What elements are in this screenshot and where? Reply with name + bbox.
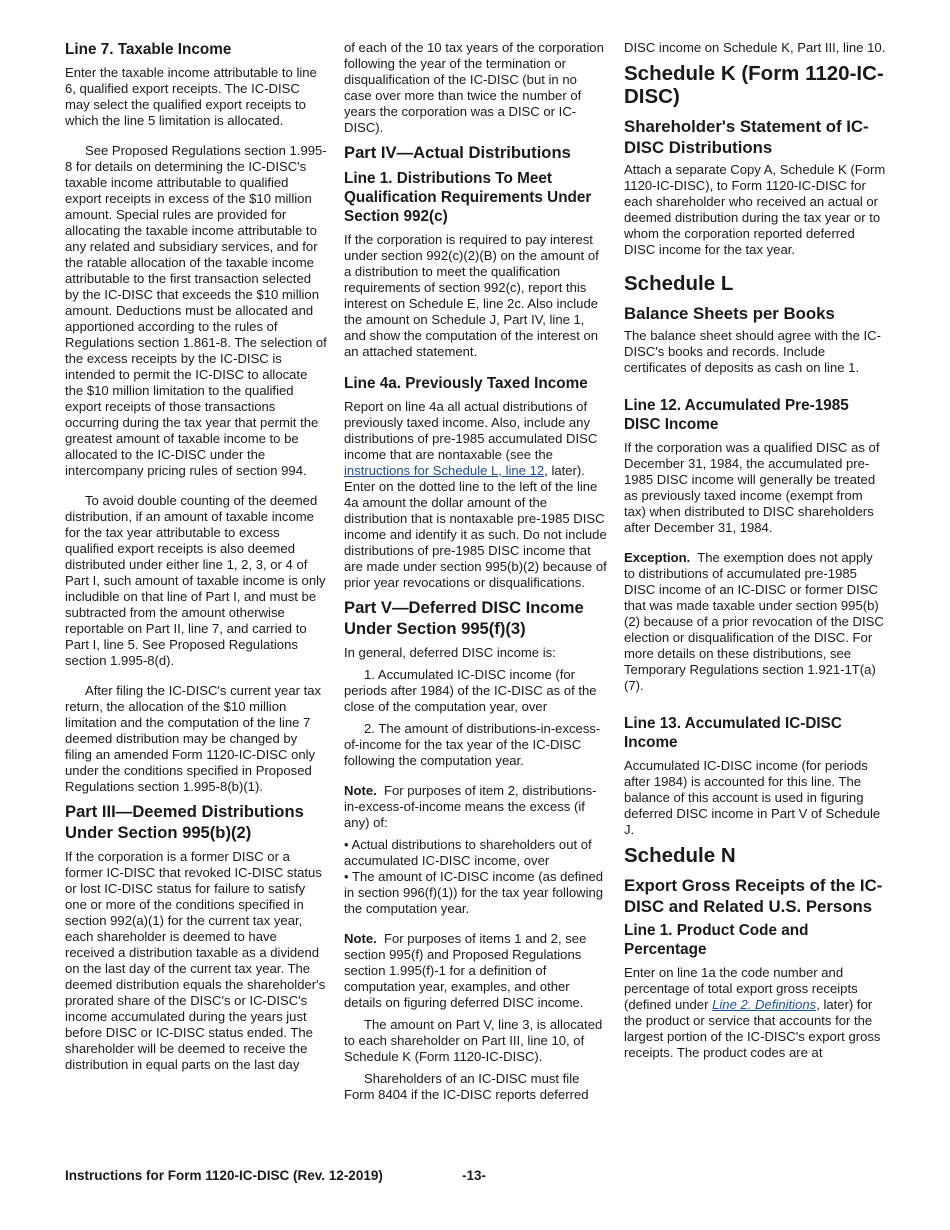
footer-form-title: Instructions for Form 1120-IC-DISC (Rev. 12-2019) [65,1168,383,1183]
part5-heading: Part V—Deferred DISC Income Under Section 995(f)(3) [344,598,584,638]
schedule-k-heading: Schedule K (Form 1120-IC-DISC) [624,62,884,108]
schedule-l-line12-link[interactable]: instructions for Schedule L, line 12 [344,463,545,478]
exception-paragraph: Exception. The exemption does not apply to distributions of accumulated pre-1985 DISC income of an IC-DISC or former DISC that was made taxable under section 995(b)(2) because of a prior revocation of the DISC election or disqualification of the DISC. For more details on these distributions, see Temporary Regulations section 1.921-1T(a)(7). [624,550,884,693]
schedule-l-heading: Schedule L [624,272,734,295]
line12-heading: Line 12. Accumulated Pre-1985 DISC Income [624,397,849,433]
line4a-heading: Line 4a. Previously Taxed Income [344,375,588,392]
schedule-l-subheading: Balance Sheets per Books [624,304,835,323]
schedule-n-line1-heading: Line 1. Product Code and Percentage [624,922,809,958]
schedule-k-paragraph: Attach a separate Copy A, Schedule K (Form 1120-IC-DISC), to Form 1120-IC-DISC for each shareholder who received an actual or deemed distribution during the tax year or to whom the corporation reported deferred DISC income for the tax year. [624,162,886,257]
line13-paragraph: Accumulated IC-DISC income (for periods after 1984) is accounted for this line. The balance of this account is used in figuring deferred DISC income in Part V of Schedule J. [624,758,881,837]
part3-paragraph-1: If the corporation is a former DISC or a former IC-DISC that revoked IC-DISC status or lost IC-DISC status for failure to satisfy one or more of the conditions specified in section 992(a)(1) for the current tax year, each shareholder is deemed to have received a distribution taxable as a dividend on the last day of the current tax year. The deemed distribution equals the shareholder's prorated share of the DISC's or IC-DISC's income accumulated during the years just before DISC or IC-DISC status ended. The shareholder will be deemed to receive the distribution in equal parts on the last day [65,849,326,1072]
line13-heading: Line 13. Accumulated IC-DISC Income [624,715,842,751]
schedule-n-paragraph: Enter on line 1a the code number and percentage of total export gross receipts (defined under Line 2. Definitions, later) for the product or service that accounts for the largest portion of the IC-DISC's export gross receipts. The product codes are at [624,965,881,1060]
part3-heading: Part III—Deemed Distributions Under Section 995(b)(2) [65,802,304,842]
part5-paragraph-4: Shareholders of an IC-DISC must file Form 8404 if the IC-DISC reports deferred [344,1071,589,1102]
part5-item-2: 2. The amount of distributions-in-excess-of-income for the tax year of the IC-DISC following the computation year. [344,721,601,768]
schedule-n-heading: Schedule N [624,844,736,867]
part4-heading: Part IV—Actual Distributions [344,143,571,162]
note-2: Note. For purposes of items 1 and 2, see section 995(f) and Proposed Regulations section 1.995(f)-1 for a definition of computation year, examples, and other details on figuring deferred DISC income. [344,931,587,1010]
note-1: Note. For purposes of item 2, distributions-in-excess-of-income means the excess (if any) of: [344,783,597,830]
schedule-k-subheading: Shareholder's Statement of IC-DISC Distributions [624,117,869,157]
part5-intro: In general, deferred DISC income is: [344,645,556,660]
schedule-l-paragraph: The balance sheet should agree with the IC-DISC's books and records. Include certificates of deposits as cash on line 1. [624,328,881,375]
column-middle [344,40,608,1117]
line7-paragraph-2: See Proposed Regulations section 1.995-8 for details on determining the IC-DISC's taxable income attributable to qualified export receipts in excess of the $10 million amount. Special rules are provided for allocating the taxable income attributable to any related and subsidiary services, and for the ratable allocation of the taxable income attributable to the first transaction selected by the IC-DISC that exceeds the $10 million amount. Deductions must be allocated and apportioned according to the rules of Regulations section 1.861-8. The selection of the excess receipts by the IC-DISC is intended to permit the IC-DISC to allocate the $10 million limitation to the qualified export receipts of those transactions occurring during the tax year that permit the greatest amount of taxable income to be allocated to the IC-DISC under the intercompany pricing rules of section 994. [65,143,327,478]
line7-paragraph-3: To avoid double counting of the deemed distribution, if an amount of taxable income for the tax year attributable to excess qualified export receipts is also deemed distributed under either line 1, 2, 3, or 4 of Part I, such amount of taxable income is only includible on that line of Part I, and must be subtracted from the amount otherwise reportable on Part II, line 7, and carried to Part I, line 5. See Proposed Regulations section 1.995-8(d). [65,493,326,668]
line7-paragraph-1: Enter the taxable income attributable to line 6, qualified export receipts. The IC-DISC may select the qualified export receipts to which the line 5 limitation is allocated. [65,65,317,128]
column-right [624,40,886,1075]
line2-definitions-link[interactable]: Line 2. Definitions [712,997,817,1012]
line7-paragraph-4: After filing the IC-DISC's current year tax return, the allocation of the $10 million limitation and the computation of the line 7 deemed distribution may be changed by filing an amended Form 1120-IC-DISC only under the conditions specified in Proposed Regulations section 1.995-8(b)(1). [65,683,322,794]
footer-page-number: -13- [462,1168,487,1183]
part5-continued: DISC income on Schedule K, Part III, line 10. [624,40,886,55]
line1-heading: Line 1. Distributions To Meet Qualification Requirements Under Section 992(c) [344,170,592,225]
line4a-paragraph: Report on line 4a all actual distributions of previously taxed income. Also, include any distributions of pre-1985 accumulated DISC income that are nontaxable (see the instructions for Schedule L, line 12, later). Enter on the dotted line to the left of the line 4a amount the dollar amount of the distribution that is nontaxable pre-1985 DISC income and identify it as such. Do not include distributions of pre-1985 DISC income that are made under section 995(b)(2) because of prior year revocations or disqualifications. [344,399,607,590]
part5-paragraph-3: The amount on Part V, line 3, is allocated to each shareholder on Part III, line 10, of Schedule K (Form 1120-IC-DISC). [344,1017,603,1064]
schedule-n-subheading: Export Gross Receipts of the IC-DISC and Related U.S. Persons [624,876,883,916]
line12-paragraph: If the corporation was a qualified DISC as of December 31, 1984, the accumulated pre-1985 DISC income will generally be treated as previously taxed income (exempt from tax) when distributed to DISC shareholders after December 31, 1984. [624,440,880,535]
part3-continued: of each of the 10 tax years of the corporation following the year of the termination or disqualification of the IC-DISC (but in no case over more than twice the number of years the corporation was a DISC or IC-DISC). [344,40,604,135]
line7-heading: Line 7. Taxable Income [65,41,232,58]
column-left [65,40,327,1087]
line1-paragraph: If the corporation is required to pay interest under section 992(c)(2)(B) on the amount of a distribution to meet the qualification requirements of section 992(c), report this interest on Schedule E, line 2c. Also include the amount on Schedule J, Part IV, line 1, and show the computation of the interest on an attached statement. [344,232,599,359]
bullet-2: • The amount of IC-DISC income (as defined in section 996(f)(1)) for the tax year following the computation year. [344,869,604,916]
bullet-1: • Actual distributions to shareholders out of accumulated IC-DISC income, over [344,837,592,868]
part5-item-1: 1. Accumulated IC-DISC income (for periods after 1984) of the IC-DISC as of the close of the computation year, over [344,667,597,714]
